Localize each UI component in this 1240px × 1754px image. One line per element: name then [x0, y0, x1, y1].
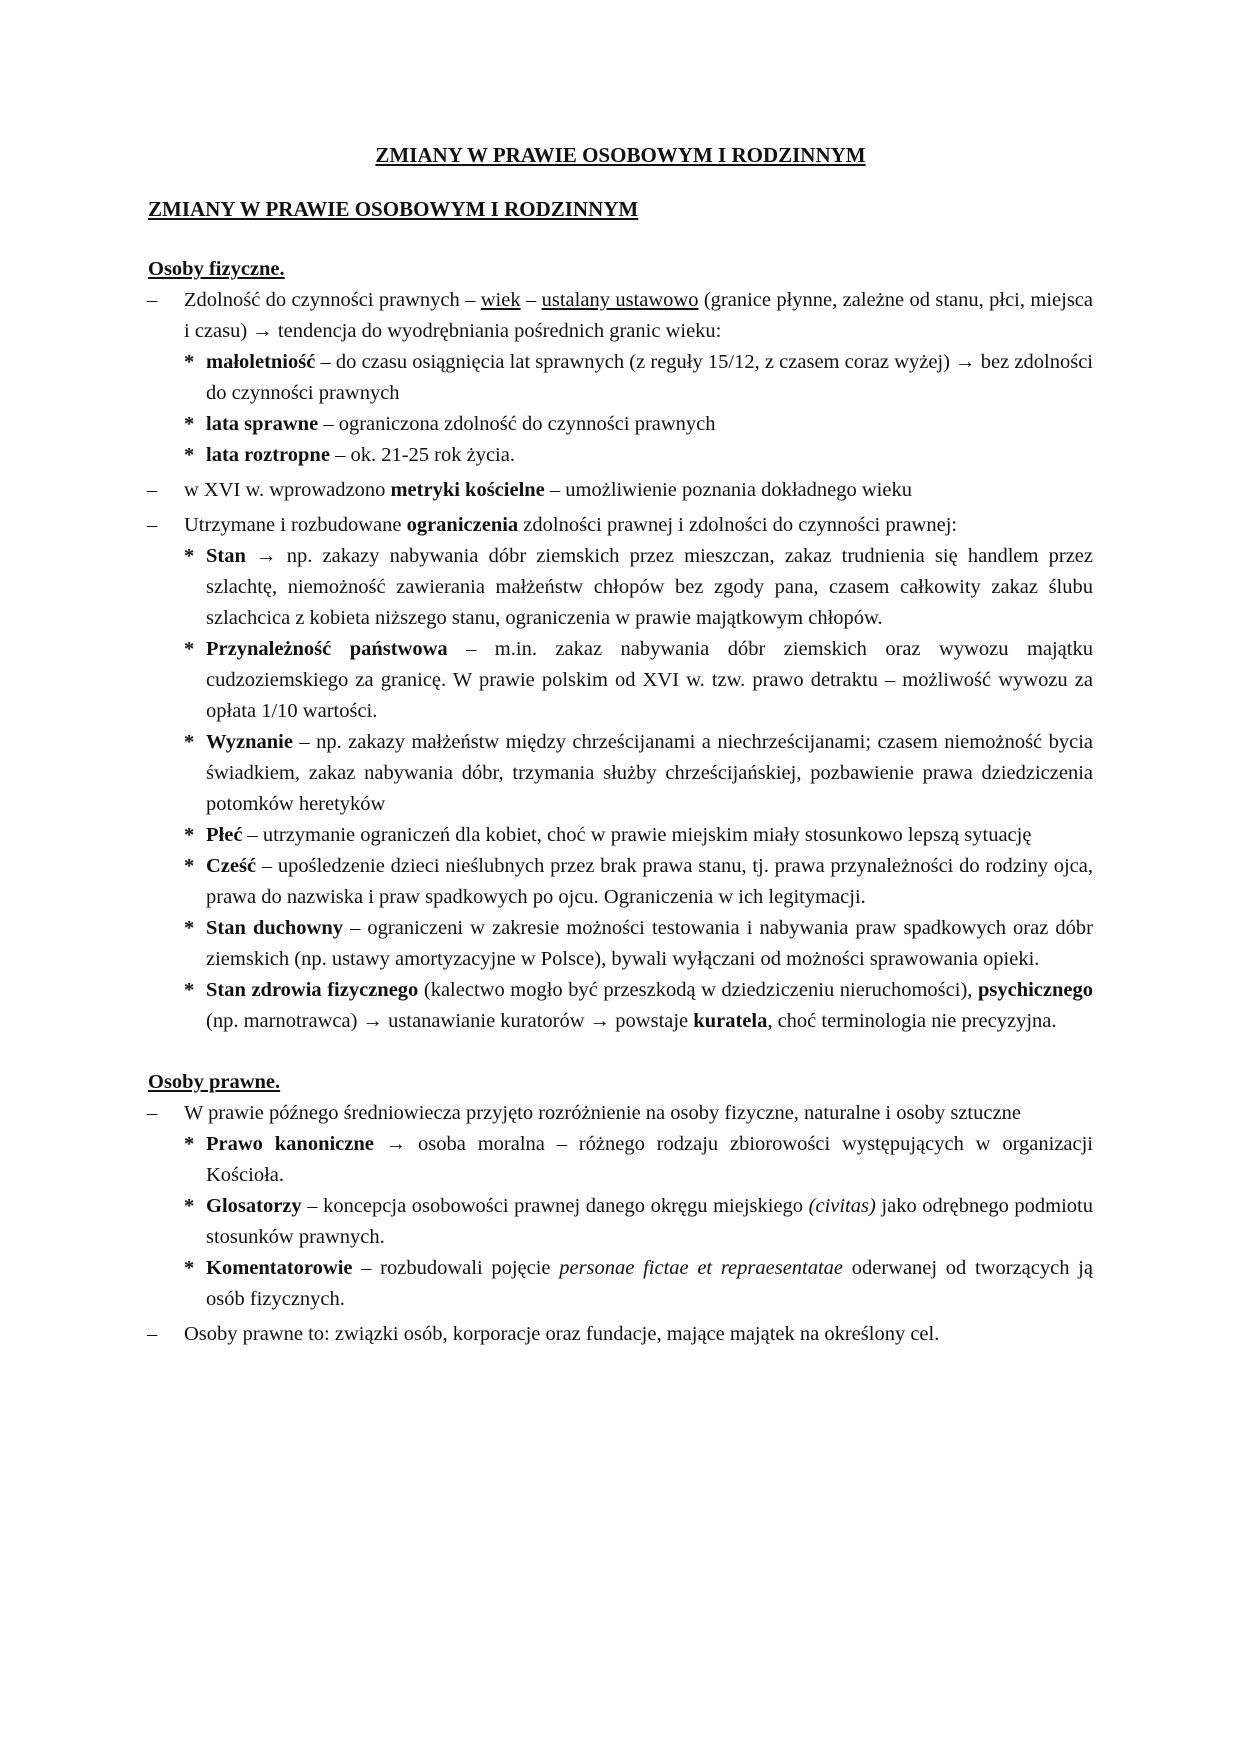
star-bullet: *: [184, 351, 195, 373]
bold-term: lata roztropne: [206, 444, 330, 466]
text-segment: – ograniczeni w zakresie możności testowania i nabywania praw spadkowych oraz dóbr ziemskich (np. ustawy amortyzacyjne w Polsce), bywali wyłączani od możności sprawowania opieki.: [206, 917, 1093, 970]
text-segment: w XVI w. wprowadzono: [184, 479, 391, 501]
list-item: [148, 1098, 1093, 1315]
dash-bullet: –: [147, 289, 158, 311]
text-segment: – ograniczona zdolność do czynności prawnych: [318, 413, 716, 435]
text-segment: (np. marnotrawca) → ustanawianie kuratorów → powstaje: [206, 1010, 694, 1032]
text-segment: Osoby prawne to: związki osób, korporacje oraz fundacje, mające majątek na określony cel.: [184, 1323, 940, 1345]
bold-term: Komentatorowie: [206, 1257, 353, 1279]
text-segment: – np. zakazy małżeństw między chrześcijanami a niechrześcijanami; czasem niemożność bycia świadkiem, zakaz nabywania dóbr, trzymania służby chrześcijańskiej, pozbawienie prawa dziedziczenia potomków heretyków: [206, 731, 1093, 815]
sub-list-item: [184, 1191, 1093, 1253]
section-spacer: [148, 1041, 1093, 1067]
text-segment: – ok. 21-25 rok życia.: [329, 444, 515, 466]
text-segment: Utrzymane i rozbudowane: [184, 514, 407, 536]
sub-list-item: [184, 440, 1093, 471]
text-segment: –: [520, 289, 542, 311]
text-segment: Zdolność do czynności prawnych –: [184, 289, 481, 311]
star-bullet: *: [184, 917, 195, 939]
star-bullet: *: [184, 413, 195, 435]
star-bullet: *: [184, 731, 195, 753]
bold-term: lata sprawne: [206, 413, 319, 435]
text-segment: → osoba moralna – różnego rodzaju zbiorowości występujących w organizacji Kościoła.: [206, 1133, 1094, 1186]
text-segment: – upośledzenie dzieci nieślubnych przez brak prawa stanu, tj. prawa przynależności do rodziny ojca, prawa do nazwiska i praw spadkowych po ojcu. Ograniczenia w ich legitymacji.: [206, 855, 1093, 908]
sub-list-item: [184, 634, 1093, 727]
text-segment: oderwanej od tworzących ją osób fizycznych.: [206, 1257, 1093, 1310]
dash-bullet: –: [147, 1102, 158, 1124]
text-segment: jako odrębnego podmiotu stosunków prawnych.: [206, 1195, 1093, 1248]
text-segment: → np. zakazy nabywania dóbr ziemskich przez mieszczan, zakaz trudnienia się handlem przez szlachtę, niemożność zawierania małżeństw chłopów bez zgody pana, czasem całkowity zakaz ślubu szlachcica z kobieta niższego stanu, ograniczenia w prawie majątkowym chłopów.: [206, 545, 1093, 629]
page-title: ZMIANY W PRAWIE OSOBOWYM I RODZINNYM: [375, 143, 866, 167]
star-bullet: *: [184, 638, 195, 660]
star-bullet: *: [184, 1195, 195, 1217]
dash-bullet: –: [147, 1323, 158, 1345]
star-bullet: *: [184, 545, 195, 567]
star-bullet: *: [184, 824, 195, 846]
sub-list-item: [184, 851, 1093, 913]
star-bullet: *: [184, 1133, 195, 1155]
text-segment: – umożliwienie poznania dokładnego wieku: [544, 479, 912, 501]
text-segment: – rozbudowali pojęcie: [352, 1257, 560, 1279]
bold-term: metryki kościelne: [390, 479, 545, 501]
text-segment: – do czasu osiągnięcia lat sprawnych (z reguły 15/12, z czasem coraz wyżej) → bez zdolności do czynności prawnych: [206, 351, 1093, 404]
sub-list-item: [184, 1129, 1093, 1191]
sub-list: [184, 1129, 1093, 1315]
document-content: [148, 140, 1093, 1354]
dash-bullet: –: [147, 479, 158, 501]
sub-list-item: [184, 541, 1093, 634]
underlined-term: wiek: [480, 289, 521, 311]
list-item: [148, 285, 1093, 471]
text-segment: – koncepcja osobowości prawnej danego okręgu miejskiego: [301, 1195, 809, 1217]
italic-term: (civitas): [808, 1195, 876, 1217]
bold-term: Wyznanie: [206, 731, 293, 753]
page-subtitle: ZMIANY W PRAWIE OSOBOWYM I RODZINNYM: [148, 197, 639, 221]
bold-term: Stan duchowny: [206, 917, 343, 939]
text-segment: – utrzymanie ograniczeń dla kobiet, choć w prawie miejskim miały stosunkowo lepszą sytuację: [242, 824, 1032, 846]
italic-term: personae fictae et repraesentatae: [559, 1257, 844, 1279]
bold-term: ograniczenia: [406, 514, 519, 536]
list-item: [148, 475, 1093, 506]
bold-term: Prawo kanoniczne: [206, 1133, 374, 1155]
sub-list-item: [184, 820, 1093, 851]
list-item: [148, 510, 1093, 1037]
sub-list-item: [184, 409, 1093, 440]
sub-list-item: [184, 975, 1093, 1037]
bold-term: Stan: [206, 545, 246, 567]
text-segment: – m.in. zakaz nabywania dóbr ziemskich oraz wywozu majątku cudzoziemskiego za granicę. W prawie polskim od XVI w. tzw. prawo detraktu – możliwość wywozu za opłata 1/10 wartości.: [206, 638, 1093, 722]
section-heading-osoby-fizyczne: Osoby fizyczne.: [148, 258, 285, 280]
dash-bullet: –: [147, 514, 158, 536]
text-segment: (kalectwo mogło być przeszkodą w dziedziczeniu nieruchomości),: [418, 979, 978, 1001]
section-heading-osoby-prawne: Osoby prawne.: [148, 1071, 281, 1093]
text-segment: zdolności prawnej i zdolności do czynności prawnej:: [518, 514, 958, 536]
sub-list: [184, 347, 1093, 471]
star-bullet: *: [184, 1257, 195, 1279]
sub-list-item: [184, 727, 1093, 820]
bold-term: Stan zdrowia fizycznego: [206, 979, 419, 1001]
text-segment: , choć terminologia nie precyzyjna.: [767, 1010, 1057, 1032]
bold-term: Przynależność państwowa: [206, 638, 448, 660]
text-segment: W prawie późnego średniowiecza przyjęto rozróżnienie na osoby fizyczne, naturalne i osoby sztuczne: [184, 1102, 1021, 1124]
sub-list: [184, 541, 1093, 1037]
star-bullet: *: [184, 444, 195, 466]
bold-term: kuratela: [693, 1010, 768, 1032]
list-item: [148, 1319, 1093, 1350]
star-bullet: *: [184, 979, 195, 1001]
sub-list-item: [184, 913, 1093, 975]
bold-term: Glosatorzy: [206, 1195, 302, 1217]
bold-term: małoletniość: [206, 351, 316, 373]
underlined-term: ustalany ustawowo: [541, 289, 699, 311]
bold-term: psychicznego: [977, 979, 1093, 1001]
star-bullet: *: [184, 855, 195, 877]
sub-list-item: [184, 347, 1093, 409]
bold-term: Cześć: [206, 855, 257, 877]
bold-term: Płeć: [206, 824, 243, 846]
text-segment: (granice płynne, zależne od stanu, płci, miejsca i czasu) → tendencja do wyodrębniania pośrednich granic wieku:: [184, 289, 1093, 342]
sub-list-item: [184, 1253, 1093, 1315]
